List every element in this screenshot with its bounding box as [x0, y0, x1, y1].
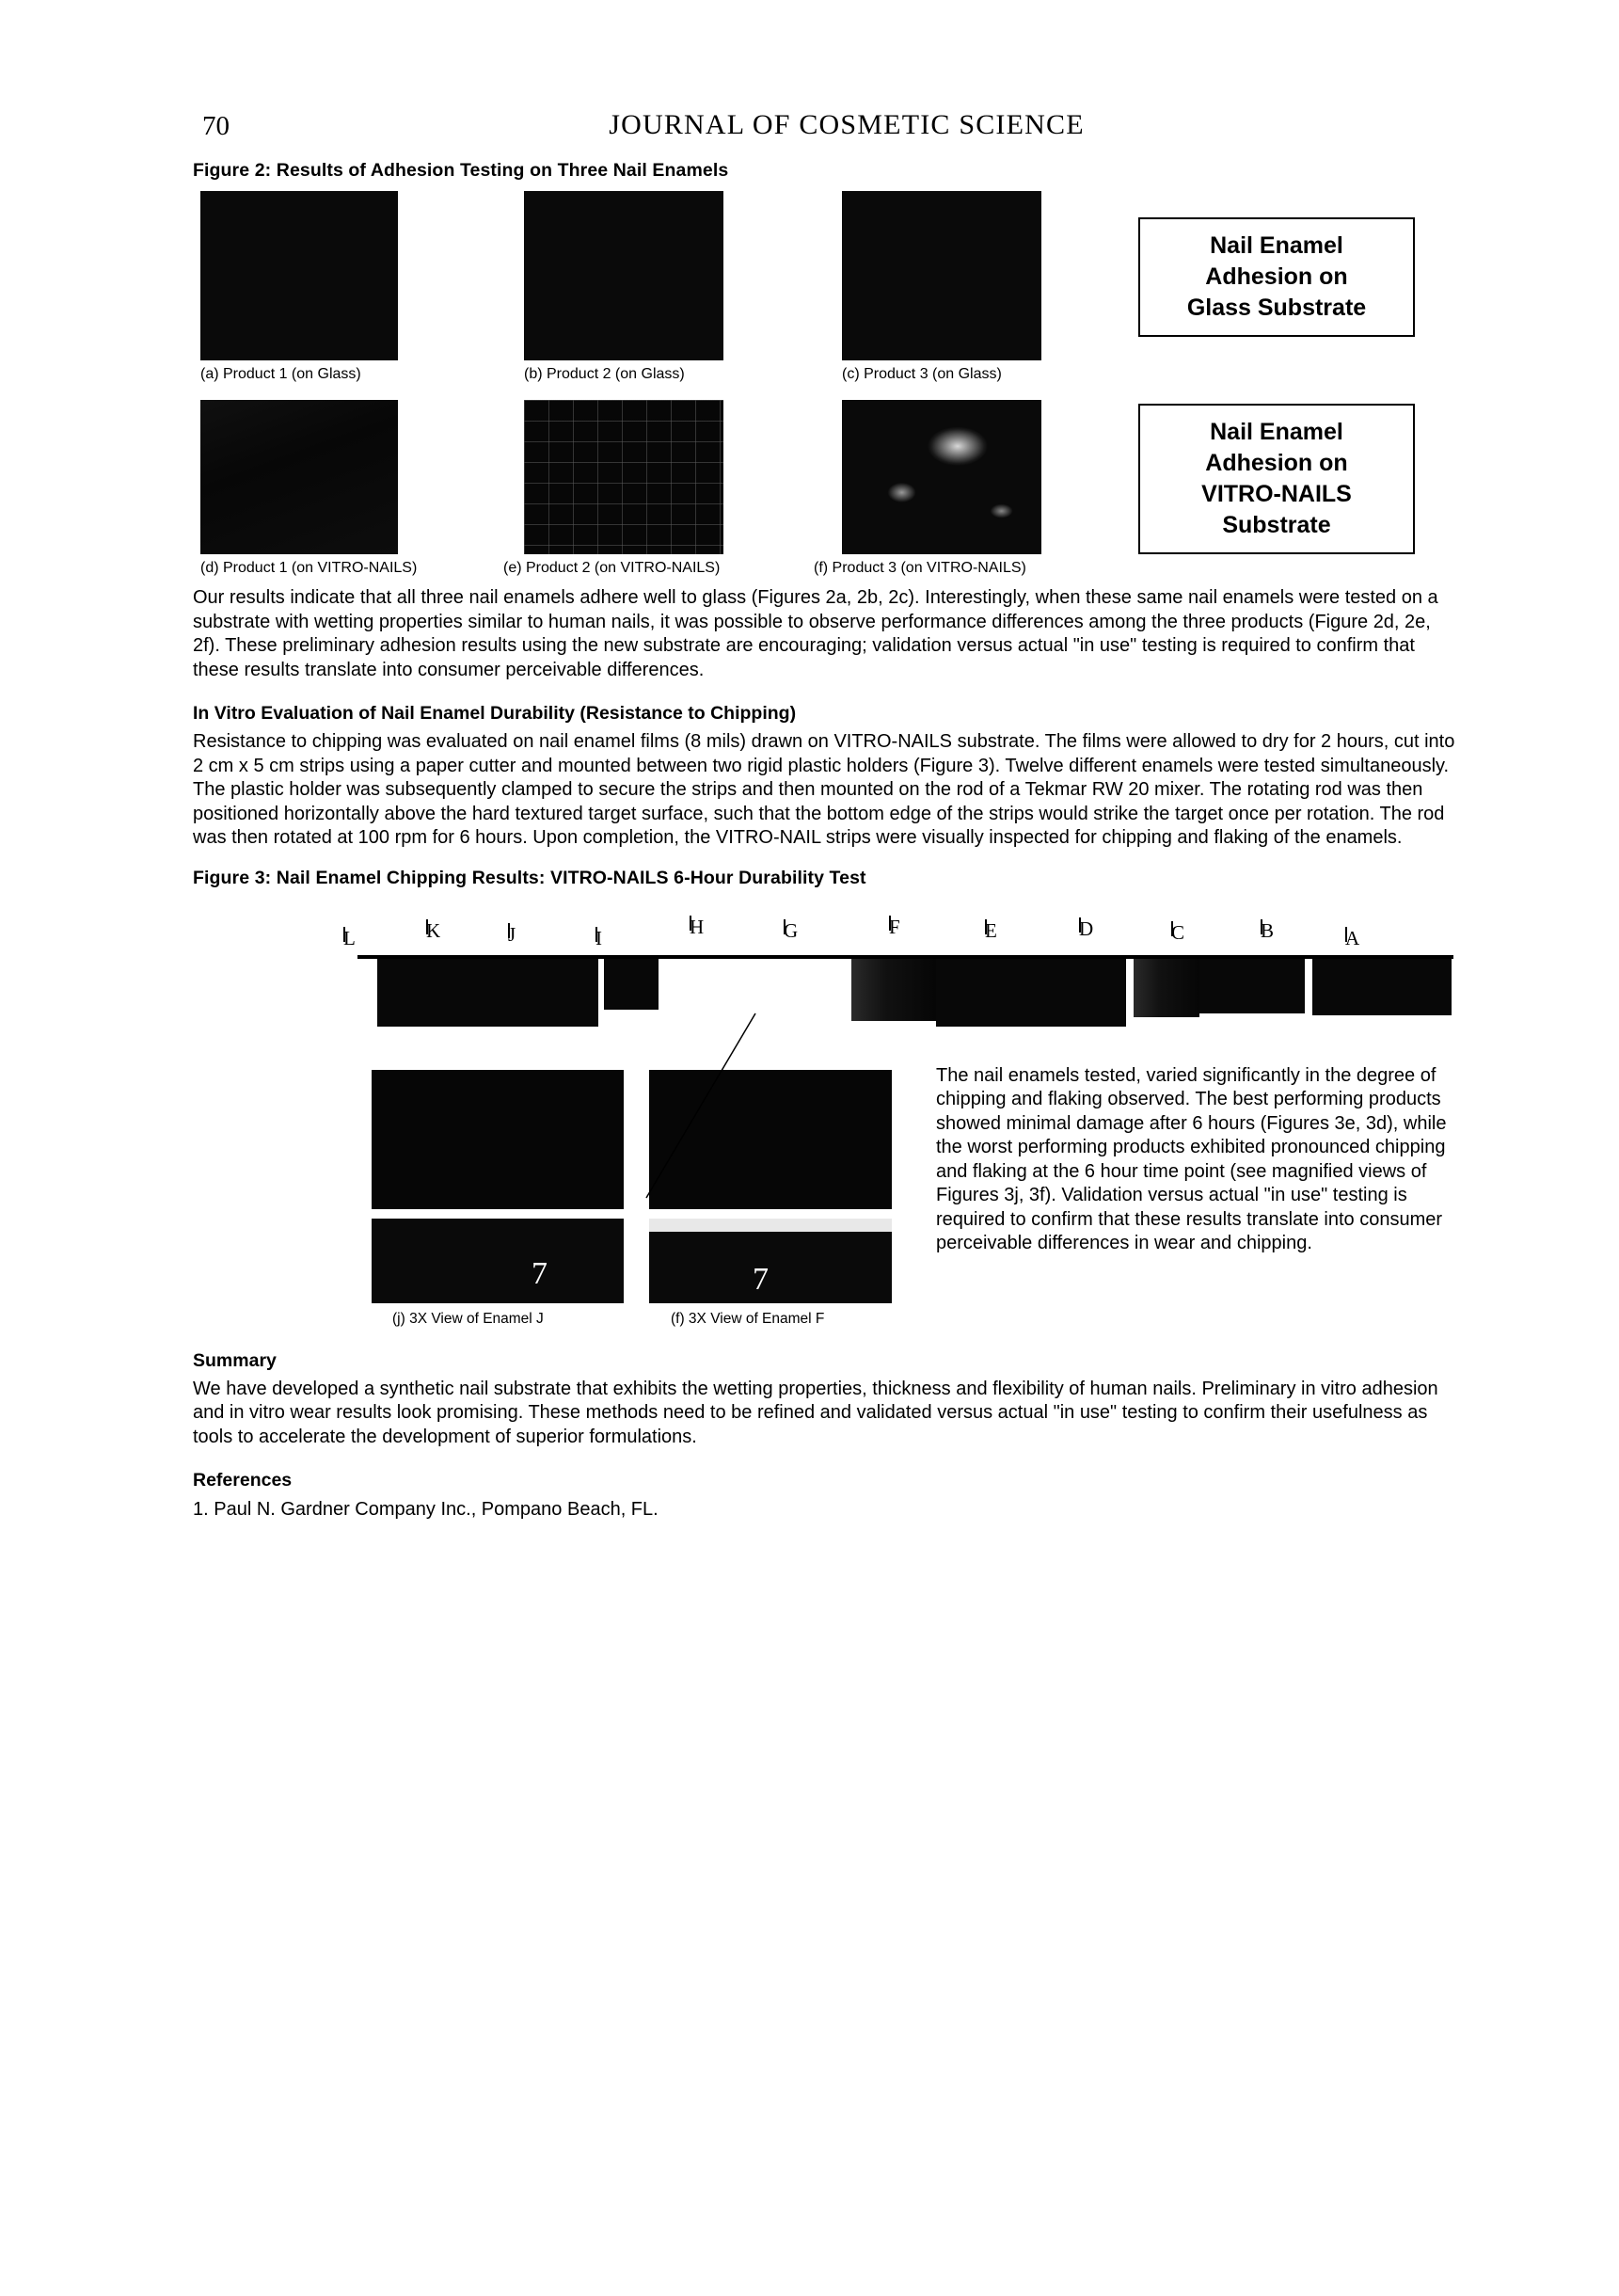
page-number: 70 [202, 111, 230, 141]
magnified-number-j: 7 [532, 1255, 548, 1291]
strip-block-7 [1312, 959, 1452, 1015]
figure2-image-grid [193, 191, 1463, 586]
figure2-photo-c [842, 191, 1041, 360]
journal-title: JOURNAL OF COSMETIC SCIENCE [609, 109, 1085, 140]
strip-letter-C: C [1171, 920, 1185, 944]
strip-block-3 [851, 959, 936, 1021]
magnified-view-enamel-j-lower [372, 1219, 624, 1303]
section-heading-references: References [193, 1470, 293, 1491]
magnified-number-f: 7 [753, 1261, 769, 1297]
figure2-photo-e [524, 400, 723, 554]
figure2-label-a: (a) Product 1 (on Glass) [200, 366, 361, 382]
figure2-photo-b [524, 191, 723, 360]
strip-letter-A: A [1345, 926, 1360, 949]
magnified-view-enamel-f-lower [649, 1219, 892, 1303]
figure2-photo-d [200, 400, 398, 554]
figure3-strip-letters [343, 910, 1453, 948]
paragraph-chipping-method: Resistance to chipping was evaluated on nail enamel films (8 mils) drawn on VITRO-NAILS substrate. The films were allowed to dry for 2 hours, cut into 2 cm x 5 cm strips using a paper cutter and mounted between two rigid plastic holders (Figure 3). Twelve different enamels were tested simultaneously. The plastic holder was subsequently clamped to secure the strips and then mounted on the rod of a Tekmar RW 20 mixer. The rotating rod was then positioned horizontally above the hard textured target surface, such that the bottom edge of the strips would strike the target once per rotation. The rod was then rotated at 100 rpm for 6 hours. Upon completion, the VITRO-NAIL strips were visually inspected for chipping and flaking of the enamels. [193, 731, 1455, 848]
figure2-label-c: (c) Product 3 (on Glass) [842, 366, 1002, 382]
strip-letter-F: F [889, 915, 900, 938]
callout-vitro-line-3: VITRO-NAILS [1201, 481, 1352, 507]
reference-item-1: 1. Paul N. Gardner Company Inc., Pompano Beach, FL. [193, 1499, 659, 1520]
figure3-caption: Figure 3: Nail Enamel Chipping Results: VITRO-NAILS 6-Hour Durability Test [193, 867, 866, 888]
paragraph-summary: We have developed a synthetic nail substrate that exhibits the wetting properties, thickness and flexibility of human nails. Preliminary in vitro adhesion and in vitro wear results look promising. These methods need to be refined and validated versus actual "in use" testing to confirm their usefulness as tools to accelerate the development of superior formulations. [193, 1378, 1438, 1447]
page-content [193, 104, 1463, 1522]
running-head [193, 104, 1463, 160]
figure2-photo-f [842, 400, 1041, 554]
strip-letter-H: H [690, 915, 705, 938]
figure2-photo-a [200, 191, 398, 360]
callout-vitro-line-1: Nail Enamel [1210, 419, 1343, 445]
strip-block-2 [604, 959, 659, 1010]
figure3-image [193, 899, 1463, 1350]
figure2-label-f: (f) Product 3 (on VITRO-NAILS) [814, 560, 1026, 576]
reference-list [193, 1497, 1463, 1522]
strip-letter-B: B [1261, 918, 1275, 942]
figure3-label-j: (j) 3X View of Enamel J [392, 1310, 544, 1327]
section-heading-durability: In Vitro Evaluation of Nail Enamel Durability (Resistance to Chipping) [193, 703, 797, 724]
strip-block-4 [936, 959, 1126, 1027]
figure2-label-b: (b) Product 2 (on Glass) [524, 366, 685, 382]
figure2-label-d: (d) Product 1 (on VITRO-NAILS) [200, 560, 418, 576]
strip-letter-K: K [426, 918, 441, 942]
callout-vitro-line-4: Substrate [1222, 512, 1331, 538]
strip-letter-D: D [1079, 917, 1094, 940]
strip-block-1 [377, 959, 598, 1027]
figure2-label-e: (e) Product 2 (on VITRO-NAILS) [503, 560, 721, 576]
callout-vitro-line-2: Adhesion on [1205, 450, 1348, 476]
figure3-side-text: The nail enamels tested, varied significantly in the degree of chipping and flaking observed. The best performing products showed minimal damage after 6 hours (Figures 3e, 3d), while the worst performing products exhibited pronounced chipping and flaking at the 6 hour time point (see magnified views of Figures 3j, 3f). Validation versus actual "in use" testing is required to confirm that these results translate into consumer perceivable differences in wear and chipping. [936, 1064, 1447, 1253]
callout-vitro-substrate [1138, 404, 1415, 554]
callout-glass-line-3: Glass Substrate [1186, 295, 1367, 321]
magnified-view-enamel-j [372, 1070, 624, 1209]
strip-letter-L: L [343, 926, 356, 949]
callout-glass-substrate [1138, 217, 1415, 337]
strip-block-6 [1199, 959, 1305, 1013]
strip-letter-G: G [784, 918, 799, 942]
callout-glass-line-2: Adhesion on [1205, 263, 1348, 290]
strip-letter-I: I [595, 926, 602, 949]
section-heading-summary: Summary [193, 1349, 277, 1371]
figure3-label-f: (f) 3X View of Enamel F [671, 1310, 825, 1327]
figure2-caption: Figure 2: Results of Adhesion Testing on Three Nail Enamels [193, 160, 729, 181]
paragraph-adhesion-results: Our results indicate that all three nail enamels adhere well to glass (Figures 2a, 2b, 2c). Interestingly, when these same nail enamels were tested on a substrate with wetting properties similar to human nails, it was possible to observe performance differences among the three products (Figure 2d, 2e, 2f). These preliminary adhesion results using the new substrate are encouraging; validation versus actual "in use" testing is required to confirm that these results translate into consumer perceivable differences. [193, 587, 1438, 680]
strip-block-5 [1134, 959, 1199, 1017]
strip-letter-J: J [508, 922, 516, 946]
magnifier-leader-line [644, 1012, 757, 1200]
callout-glass-line-1: Nail Enamel [1210, 232, 1343, 259]
strip-letter-E: E [985, 918, 997, 942]
